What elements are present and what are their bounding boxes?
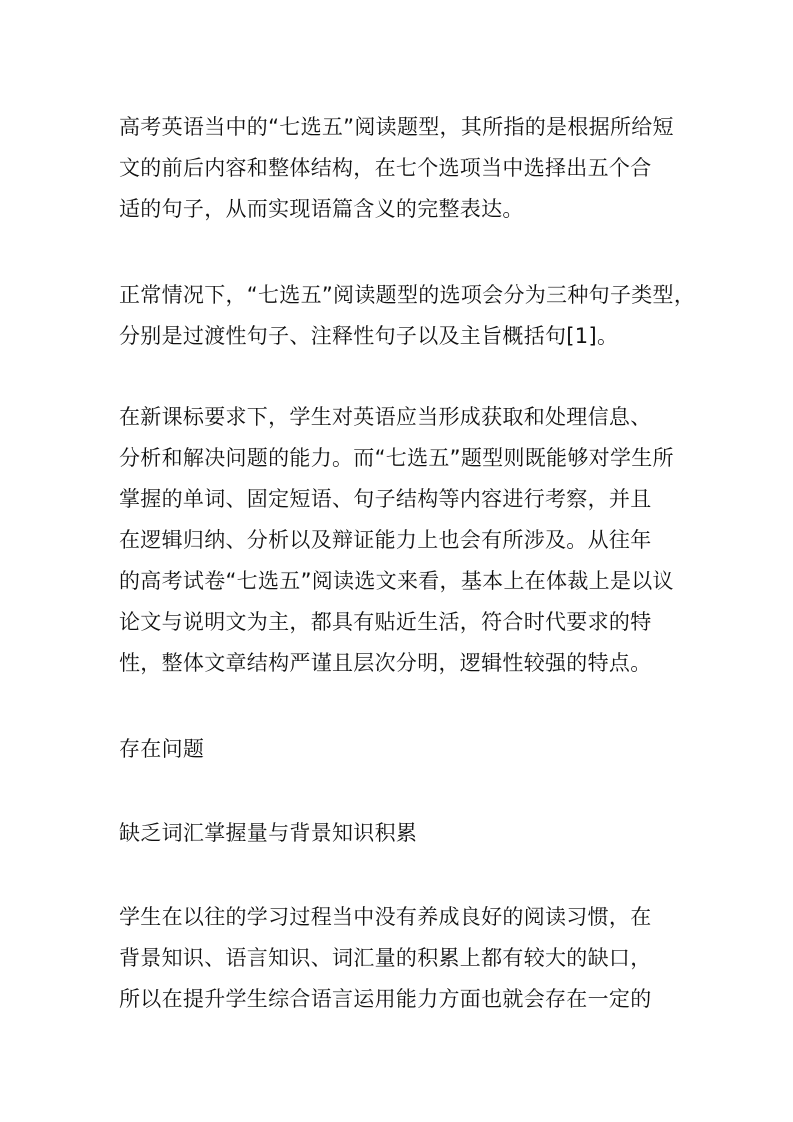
paragraph-1-line-1: 高考英语当中的“七选五”阅读题型，其所指的是根据所给短 [119,115,674,139]
paragraph-1-line-2: 文的前后内容和整体结构，在七个选项当中选择出五个合 [119,156,652,180]
paragraph-4-line-3: 所以在提升学生综合语言运用能力方面也就会存在一定的 [119,987,652,1011]
section-heading: 存在问题 [119,737,205,761]
paragraph-2-line-1: 正常情况下，“七选五”阅读题型的选项会分为三种句子类型， [119,283,696,307]
paragraph-3-line-4: 在逻辑归纳、分析以及辩证能力上也会有所涉及。从往年 [119,528,652,552]
paragraph-1-line-3: 适的句子，从而实现语篇含义的完整表达。 [119,197,524,221]
paragraph-3-line-3: 掌握的单词、固定短语、句子结构等内容进行考察，并且 [119,487,652,511]
paragraph-3-line-2: 分析和解决问题的能力。而“七选五”题型则既能够对学生所 [119,446,674,470]
subsection-heading: 缺乏词汇掌握量与背景知识积累 [119,821,418,845]
paragraph-3-line-1: 在新课标要求下，学生对英语应当形成获取和处理信息、 [119,405,652,429]
paragraph-3-line-6: 论文与说明文为主，都具有贴近生活，符合时代要求的特 [119,610,652,634]
paragraph-3-line-7: 性，整体文章结构严谨且层次分明，逻辑性较强的特点。 [119,651,652,675]
paragraph-4-line-2: 背景知识、语言知识、词汇量的积累上都有较大的缺口， [119,946,652,970]
paragraph-3-line-5: 的高考试卷“七选五”阅读选文来看，基本上在体裁上是以议 [119,569,674,593]
paragraph-4-line-1: 学生在以往的学习过程当中没有养成良好的阅读习惯，在 [119,905,652,929]
paragraph-2-line-2: 分别是过渡性句子、注释性句子以及主旨概括句[1]。 [119,324,619,348]
